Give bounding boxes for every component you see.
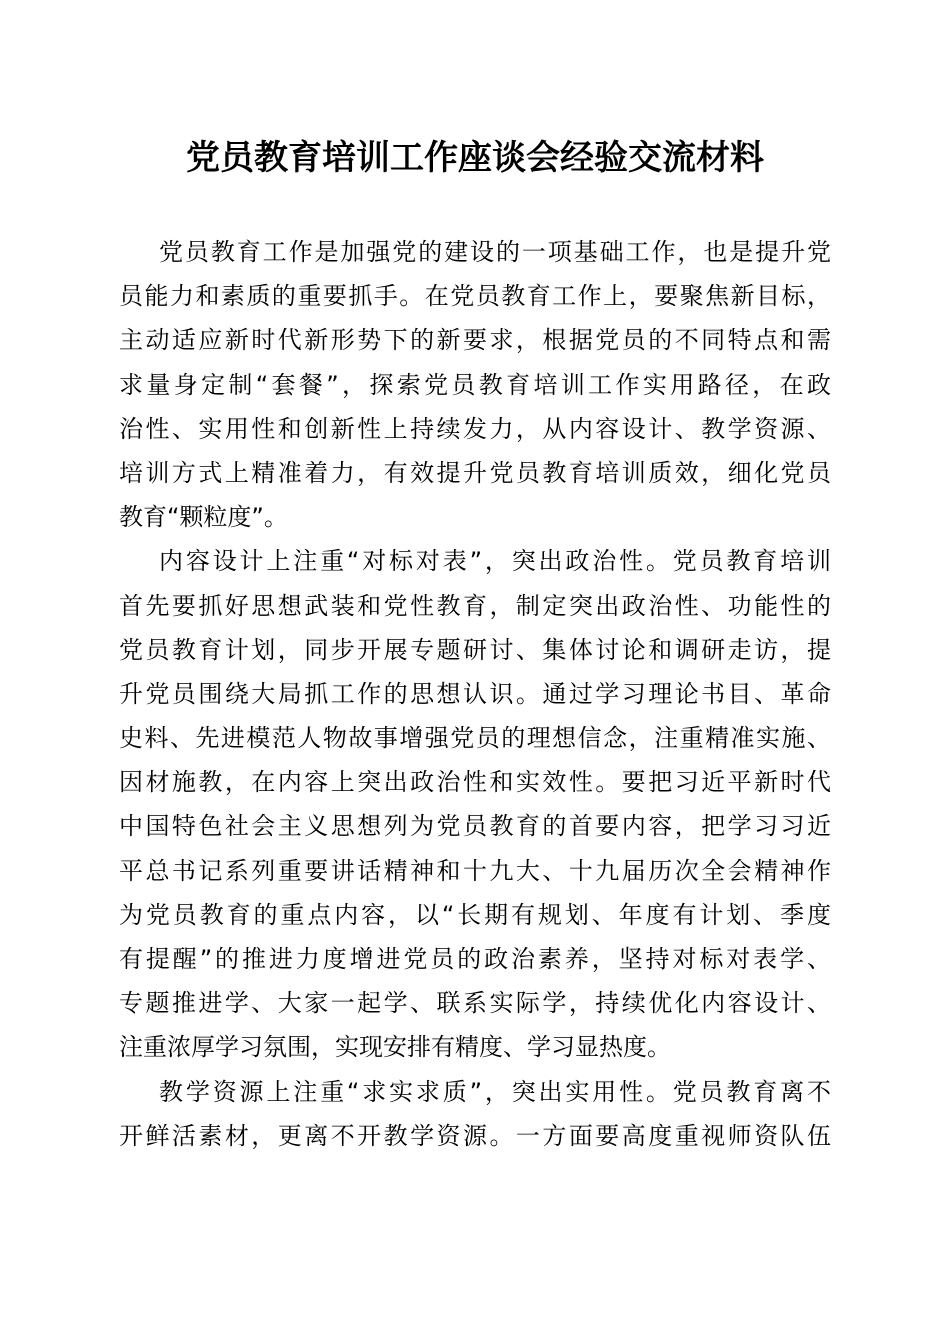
text-line: 首先要抓好思想武装和党性教育，制定突出政治性、功能性的: [119, 591, 831, 620]
text-line: 求量身定制“套餐”，探索党员教育培训工作实用路径，在政: [119, 370, 831, 399]
paragraph-1: [119, 230, 831, 539]
document-title: 党员教育培训工作座谈会经验交流材料: [186, 138, 764, 178]
text-line: 有提醒”的推进力度增进党员的政治素养，坚持对标对表学、: [119, 945, 831, 973]
text-line: 教育“颗粒度”。: [119, 503, 288, 532]
text-line: 员能力和素质的重要抓手。在党员教育工作上，要聚焦新目标，: [119, 282, 831, 311]
text-line: 党员教育工作是加强党的建设的一项基础工作，也是提升党: [159, 238, 831, 266]
text-line: 专题推进学、大家一起学、联系实际学，持续优化内容设计、: [119, 989, 831, 1018]
text-line: 史料、先进模范人物故事增强党员的理想信念，注重精准实施、: [119, 724, 831, 753]
text-line: 开鲜活素材，更离不开教学资源。一方面要高度重视师资队伍: [119, 1121, 831, 1150]
text-line: 平总书记系列重要讲话精神和十九大、十九届历次全会精神作: [119, 856, 831, 885]
text-line: 主动适应新时代新形势下的新要求，根据党员的不同特点和需: [119, 326, 831, 355]
text-line: 教学资源上注重“求实求质”，突出实用性。党员教育离不: [159, 1077, 831, 1106]
text-line: 升党员围绕大局抓工作的思想认识。通过学习理论书目、革命: [119, 679, 831, 708]
text-line: 注重浓厚学习氛围，实现安排有精度、学习显热度。: [119, 1033, 671, 1062]
text-line: 为党员教育的重点内容，以“长期有规划、年度有计划、季度: [119, 900, 831, 929]
text-line: 治性、实用性和创新性上持续发力，从内容设计、教学资源、: [119, 414, 831, 443]
document-body: [119, 230, 831, 1158]
paragraph-3: [119, 1070, 831, 1158]
paragraph-2: [119, 539, 831, 1069]
text-line: 因材施教，在内容上突出政治性和实效性。要把习近平新时代: [119, 768, 831, 797]
text-line: 培训方式上精准着力，有效提升党员教育培训质效，细化党员: [119, 458, 831, 487]
text-line: 中国特色社会主义思想列为党员教育的首要内容，把学习习近: [119, 812, 831, 841]
text-line: 党员教育计划，同步开展专题研讨、集体讨论和调研走访，提: [119, 635, 831, 664]
text-line: 内容设计上注重“对标对表”，突出政治性。党员教育培训: [159, 547, 831, 576]
